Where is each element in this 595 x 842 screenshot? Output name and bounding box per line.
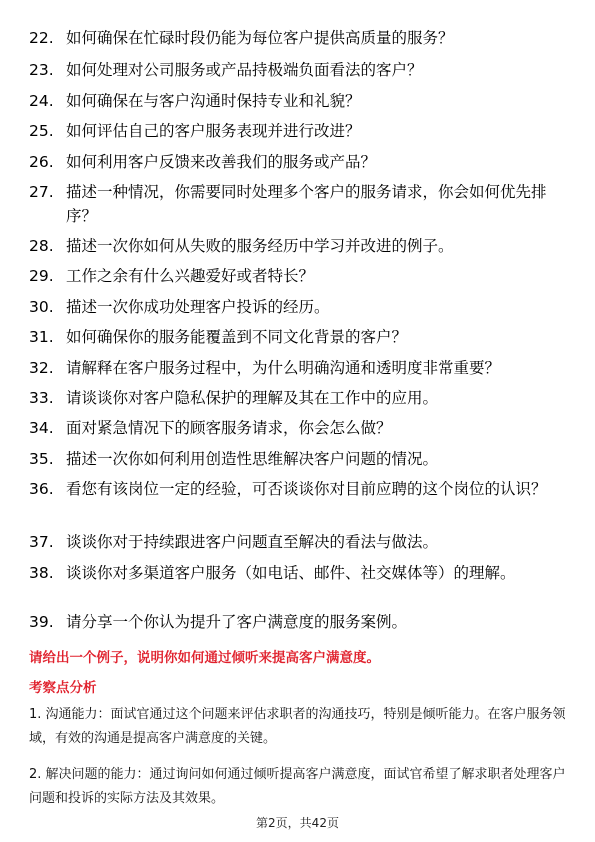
question-number: 36. — [29, 480, 54, 498]
question-number: 34. — [29, 419, 54, 437]
question-item — [29, 150, 569, 174]
question-item — [29, 264, 569, 288]
question-item — [29, 119, 569, 143]
question-item — [29, 477, 569, 501]
question-item — [29, 386, 569, 410]
question-number: 24. — [29, 92, 54, 110]
question-text: 描述一次你成功处理客户投诉的经历。 — [66, 298, 330, 316]
question-number: 35. — [29, 450, 54, 468]
question-item — [29, 416, 569, 440]
question-number: 38. — [29, 564, 54, 582]
question-number: 26. — [29, 153, 54, 171]
question-text: 如何确保在忙碌时段仍能为每位客户提供高质量的服务？ — [66, 29, 454, 47]
question-text: 如何处理对公司服务或产品持极端负面看法的客户？ — [66, 61, 423, 79]
question-number: 39. — [29, 613, 54, 631]
question-number: 33. — [29, 389, 54, 407]
question-text: 如何确保你的服务能覆盖到不同文化背景的客户？ — [66, 328, 408, 346]
question-item — [29, 234, 569, 258]
question-text: 描述一次你如何从失败的服务经历中学习并改进的例子。 — [66, 237, 454, 255]
question-number: 32. — [29, 359, 54, 377]
question-item — [29, 26, 569, 50]
question-item — [29, 447, 569, 471]
question-number: 29. — [29, 267, 54, 285]
question-text: 工作之余有什么兴趣爱好或者特长？ — [66, 267, 315, 285]
question-number: 27. — [29, 183, 54, 201]
question-text: 如何利用客户反馈来改善我们的服务或产品？ — [66, 153, 377, 171]
question-text: 如何评估自己的客户服务表现并进行改进？ — [66, 122, 361, 140]
question-text: 面对紧急情况下的顾客服务请求，你会怎么做？ — [66, 419, 392, 437]
question-number: 31. — [29, 328, 54, 346]
question-item — [29, 530, 569, 554]
question-text: 看您有该岗位一定的经验，可否谈谈你对目前应聘的这个岗位的认识？ — [66, 480, 547, 498]
question-text: 如何确保在与客户沟通时保持专业和礼貌？ — [66, 92, 361, 110]
question-number: 25. — [29, 122, 54, 140]
analysis-point: 2. 解决问题的能力：通过询问如何通过倾听提高客户满意度，面试官希望了解求职者处理客户问题和投诉的实际方法及其效果。 — [29, 767, 566, 806]
question-item — [29, 58, 569, 82]
question-text: 请分享一个你认为提升了客户满意度的服务案例。 — [66, 613, 408, 631]
question-item — [29, 89, 569, 113]
question-number: 22. — [29, 29, 54, 47]
question-number: 37. — [29, 533, 54, 551]
highlight-question: 请给出一个例子，说明你如何通过倾听来提高客户满意度。 — [29, 650, 380, 666]
question-number: 23. — [29, 61, 54, 79]
question-text: 请谈谈你对客户隐私保护的理解及其在工作中的应用。 — [66, 389, 439, 407]
question-item — [29, 295, 569, 319]
analysis-point: 1. 沟通能力：面试官通过这个问题来评估求职者的沟通技巧，特别是倾听能力。在客户服务领域，有效的沟通是提高客户满意度的关键。 — [29, 707, 566, 746]
question-item — [29, 180, 569, 228]
question-number: 28. — [29, 237, 54, 255]
question-item — [29, 356, 569, 380]
question-item — [29, 610, 569, 634]
page-footer: 第2页，共42页 — [256, 816, 339, 830]
question-number: 30. — [29, 298, 54, 316]
question-text: 描述一次你如何利用创造性思维解决客户问题的情况。 — [66, 450, 439, 468]
question-item — [29, 325, 569, 349]
question-text: 描述一种情况，你需要同时处理多个客户的服务请求，你会如何优先排序？ — [66, 183, 547, 225]
question-text: 请解释在客户服务过程中，为什么明确沟通和透明度非常重要？ — [66, 359, 501, 377]
analysis-heading: 考察点分析 — [29, 680, 97, 696]
question-text: 谈谈你对于持续跟进客户问题直至解决的看法与做法。 — [66, 533, 439, 551]
question-item — [29, 561, 569, 585]
question-text: 谈谈你对多渠道客户服务（如电话、邮件、社交媒体等）的理解。 — [66, 564, 516, 582]
